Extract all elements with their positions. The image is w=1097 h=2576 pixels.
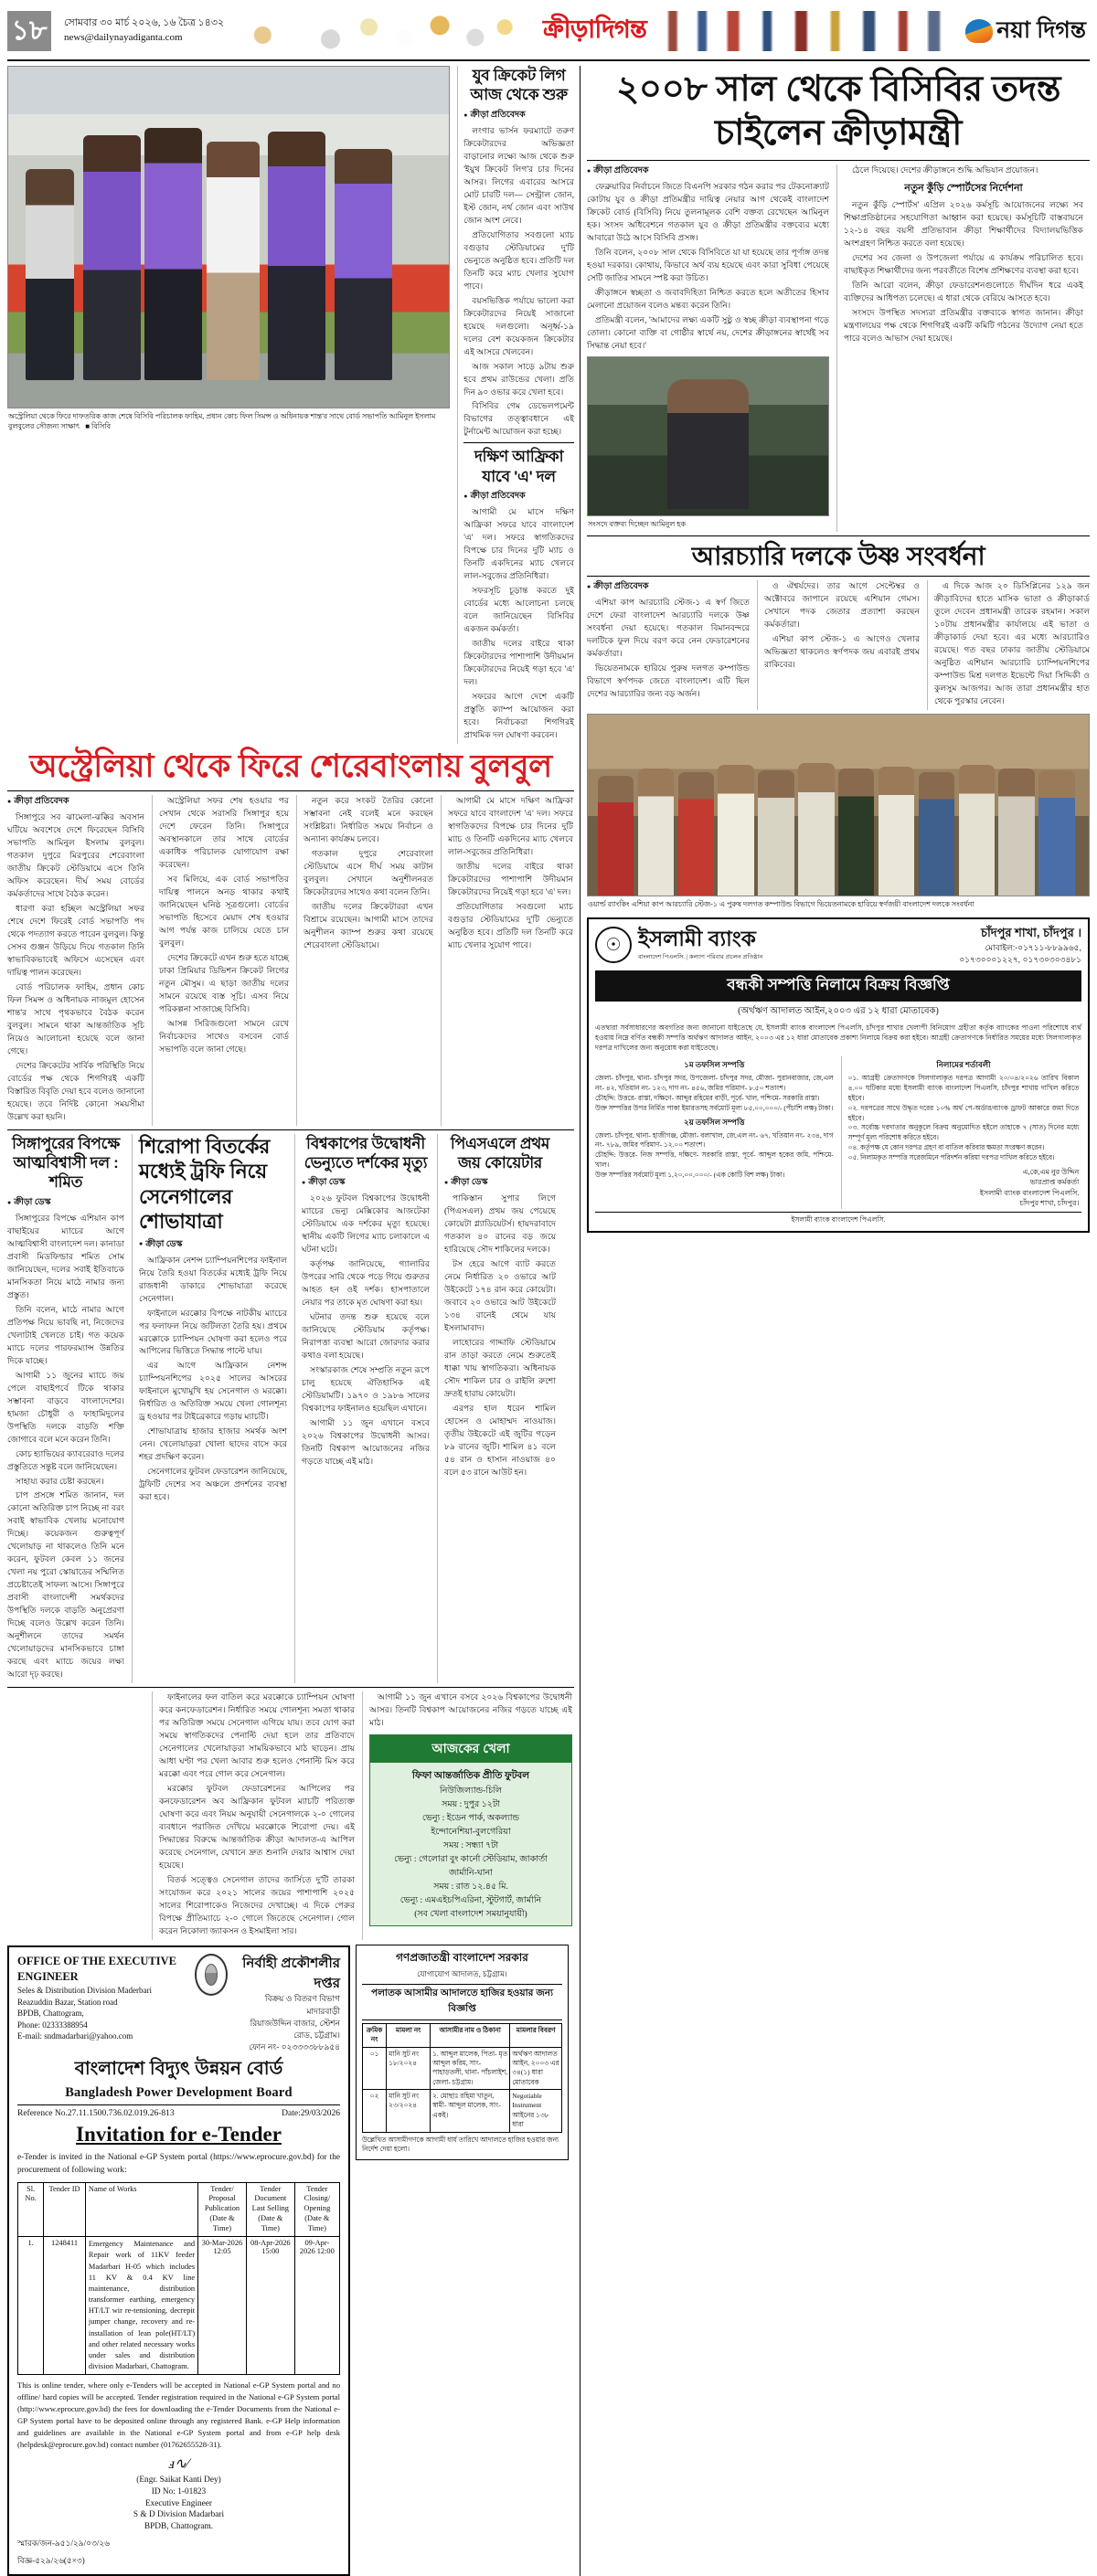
worldcup-story: বিশ্বকাপের উদ্বোধনী ভেন্যুতে দর্শকের মৃত্যু ● ক্রীড়া ডেস্ক ২০২৬ ফুটবল বিশ্বকাপের উদ্বোধনী ম্যাচের ভেন্যু মেক্সিকোর আজটেকা স্টেডিয়ামে এক দর্শকের মৃত্যু হয়েছে। স্থানীয় একটি লিগের ম্যাচ চলাকালে এ ঘটনা ঘটে। কর্তৃপক্ষ জানিয়েছে, গ্যালারির উপরের সারি থেকে পড়ে গিয়ে গুরুতর আহত হন ওই দর্শক। হাসপাতালে নেয়ার পর তাকে মৃত ঘোষণা করা হয়। ঘটনার তদন্ত শুরু হয়েছে বলে জানিয়েছে স্টেডিয়াম কর্তৃপক্ষ। নিরাপত্তা ব্যবস্থা আরো জোরদার করার কথাও বলা হয়েছে। সংস্কারকাজ শেষে সম্প্রতি নতুন রূপে চালু হয়েছে ঐতিহাসিক এই স্টেডিয়ামটি। ১৯৭০ ও ১৯৮৬ সালের বিশ্বকাপের ফাইনালও হয়েছিল এখানে। আগামী ১১ জুন এখানে বসবে ২০২৬ বিশ্বকাপের উদ্বোধনী আসর। তিনটি বিশ্বকাপ আয়োজনের নজির গড়তে যাচ্ছে এই মাঠ। xyxy=(294,1134,430,1684)
bulbul-byline: ● ক্রীড়া প্রতিবেদক xyxy=(7,795,144,809)
games-competition: ফিফা আন্তর্জাতিক প্রীতি ফুটবল xyxy=(411,1771,530,1782)
bank-branch-name: চাঁদপুর শাখা, চাঁদপুর । xyxy=(980,926,1081,940)
photo-figure xyxy=(83,135,141,381)
psl-story: পিএসএলে প্রথম জয় কোয়েটার ● ক্রীড়া ডেস্ক পাকিস্তান সুপার লিগে (পিএসএল) প্রথম জয় পেয়েছে কোয়েটা গ্ল্যাডিয়েটর্স। হায়দরাবাদে গতকাল ৪০ রানের বড় জয়ে হারিয়েছে সৌদ শাকিলের দলকে। টস হেরে আগে ব্যাট করতে নেমে নির্ধারিত ২০ ওভারে আট উইকেটে ১৭৪ রান করে কোয়েটা। জবাবে ২০ ওভারে আট উইকেটে ১৩৪ রানেই থেমে যায় ইসলামাবাদ। লাহোরের গাদ্দাফি স্টেডিয়ামে রান তাড়া করতে নেমে শুরুতেই ধাক্কা খায় স্বাগতিকরা। অধিনায়ক সৌদ শাকিল চার ও রাইলি রুশো দ্রুতই হারায় কোয়েটা। এরপর হাল ধরেন শামিল হোসেন ও মোহাম্মদ নাওয়াজ। তৃতীয় উইকেটে এই জুটির গড়েন ৮৯ রানের জুটি। শামিল ৪১ বলে ৫৪ রান ও হাসান নাওয়াজ ৪০ বলে ৫৩ রানে আউট হন। xyxy=(437,1134,556,1684)
singapore-headline: সিঙ্গাপুরের বিপক্ষে আত্মবিশ্বাসী দল : শমিত xyxy=(12,1134,120,1192)
paper-logo-icon xyxy=(965,19,993,43)
tender-footer-note: This is online tender, where only e-Tenders will be accepted in National e-GP System portal and no offline/ hard copies will be accepted. Tender registration required in the National e-GP System portal (http://www.eprocure.gov.bd) the fees for downloading the e-Tender Documents from the National e-GP System portal have to be deposited online through any registered Bank. e-GP Help information and guidelines are available in the National e-GP System portal and from e-GP help desk (helpdesk@eprocure.gov.bd) contact number (01762655528-31). xyxy=(17,2380,340,2449)
continuation-row xyxy=(7,1691,574,1940)
sa-tour-byline: ● ক্রীড়া প্রতিবেদক xyxy=(463,490,574,504)
tender-reference-row xyxy=(17,2104,340,2118)
photo-figure xyxy=(335,149,392,381)
photo-figure xyxy=(718,765,753,896)
tender-ad-header xyxy=(17,1954,340,2053)
masthead-dateblock xyxy=(60,16,224,46)
bulbul-story-body: ● ক্রীড়া প্রতিবেদক সিঙ্গাপুরে সব ঝামেলা-ঝক্কির অবসান ঘটিয়ে অবশেষে দেশে ফিরেছেন বিসিবি সভাপতি আমিনুল ইসলাম বুলবুল। গতকাল দুপুরে মিরপুরের শেরেবাংলা জাতীয় ক্রিকেট স্টেডিয়ামে এসে তিনি অফিস করেছেন। দীর্ঘ সময় বোর্ডের কর্মকর্তাদের সাথে বৈঠক করেন। ধারণা করা হচ্ছিল অস্ট্রেলিয়া সফর শেষে দেশে ফিরেই বোর্ড সভাপতি পদ থেকে পদত্যাগ করতে পারেন বুলবুল। কিন্তু সেসব গুঞ্জন উড়িয়ে দিয়ে গতকাল তিনি স্বাভাবিকভাবেই অফিসে এসেছেন এবং দায়িত্ব পালন করেছেন। বোর্ড পরিচালক ফাহিম, প্রধান কোচ ফিল সিমন্স ও অধিনায়ক নাজমুল হোসেন শান্ত'র সাথে পৃথকভাবে বৈঠক করেন বুলবুল। সামনে থাকা আন্তর্জাতিক সূচি নিয়েও আলোচনা হয়েছে বলে জানা গেছে। দেশের ক্রিকেটের সার্বিক পরিস্থিতি নিয়ে বোর্ডের পক্ষ থেকে শিগগিরই একটি বিস্তারিত বিবৃতি দেয়া হবে বলেও জানানো হয়েছে। তবে নির্দিষ্ট কোনো সময়সীমা উল্লেখ করা হয়নি। অস্ট্রেলিয়া সফর শেষ হওয়ার পর সেখান থেকে সরাসরি সিঙ্গাপুর হয়ে দেশে ফেরেন তিনি। সিঙ্গাপুরে অবস্থানকালে তার সাথে বোর্ডের একাধিক পরিচালক যোগাযোগ রক্ষা করেছেন। সব মিলিয়ে, এক বোর্ড সভাপতির দায়িত্ব পালনে অনড় থাকার কথাই জানিয়েছেন ঘনিষ্ঠ সূত্রগুলো। বোর্ডের সভাপতি হিসেবে মেয়াদ শেষ হওয়ার আগ পর্যন্ত কাজ চালিয়ে যেতে চান বুলবুল। দেশের ক্রিকেটে এখন শুরু হতে যাচ্ছে ঢাকা প্রিমিয়ার ডিভিশন ক্রিকেট লিগের নতুন মৌসুম। এ ছাড়া জাতীয় দলের সামনে রয়েছে ব্যস্ত সূচি। এসব নিয়ে পরিকল্পনা সাজাচ্ছে বিসিবি। আসন্ন সিরিজগুলো সামনে রেখে নির্বাচকদের সাথেও বসবেন বোর্ড সভাপতি বলে জানা গেছে। নতুন করে সংকট তৈরির কোনো সম্ভাবনা নেই বলেই মনে করছেন সংশ্লিষ্টরা। নির্ধারিত সময়ে নির্বাচন ও অন্যান্য কার্যক্রম চলবে। গতকাল দুপুরে শেরেবাংলা স্টেডিয়ামে এসে দীর্ঘ সময় কাটান বুলবুল। সেখানে অনুশীলনরত ক্রিকেটারদের সাথেও কথা বলেন তিনি। জাতীয় দলের ক্রিকেটাররা এখন বিশ্রামে রয়েছেন। আগামী মাসে তাদের অনুশীলন ক্যাম্প শুরুর কথা রয়েছে শেরেবাংলা স্টেডিয়ামে। আগামী মে মাসে দক্ষিণ আফ্রিকা সফরে যাবে বাংলাদেশ 'এ' দল। সফরে স্বাগতিকদের বিপক্ষে চার দিনের দুটি ম্যাচ ও তিনটি একদিনের ম্যাচ খেলবে লাল-সবুজের প্রতিনিধিরা। জাতীয় দলের বাইরে থাকা ক্রিকেটারদের পাশাপাশি উদীয়মান ক্রিকেটারদের নিয়েই গড়া হবে 'এ' দল। প্রতিযোগিতার সবগুলো ম্যাচ বগুড়ার স্টেডিয়ামের দু'টি ভেন্যুতে অনুষ্ঠিত হবে। প্রতিটি দল তিনটি করে ম্যাচ খেলার সুযোগ পাবে। xyxy=(7,795,574,1126)
right-column xyxy=(580,66,1090,2576)
islami-bank-logo-icon: ☉ xyxy=(595,927,632,963)
photo-figure xyxy=(26,169,74,380)
sa-extra: আগামী মে মাসে দক্ষিণ আফ্রিকা সফরে যাবে বাংলাদেশ 'এ' দল। সফরে স্বাগতিকদের বিপক্ষে চার দিনের দুটি ম্যাচ ও তিনটি একদিনের ম্যাচ খেলবে লাল-সবুজের প্রতিনিধিরা। জাতীয় দলের বাইরে থাকা ক্রিকেটারদের পাশাপাশি উদীয়মান ক্রিকেটারদের নিয়েই গড়া হবে 'এ' দল। প্রতিযোগিতার সবগুলো ম্যাচ বগুড়ার স্টেডিয়ামের দু'টি ভেন্যুতে অনুষ্ঠিত হবে। প্রতিটি দল তিনটি করে ম্যাচ খেলার সুযোগ পাবে। xyxy=(441,795,573,1126)
tender-table-header xyxy=(18,2182,340,2237)
four-story-row xyxy=(7,1134,574,1684)
todays-games-body: ফিফা আন্তর্জাতিক প্রীতি ফুটবল নিউজিল্যান্ড-চিলি সময় : দুপুর ১২টা ভেন্যু : ইডেন পার্ক, অকল্যান্ড ইন্দোনেশিয়া-বুলগেরিয়া সময় : সন্ধ্যা ৭টা ভেন্যু : গেলোরা বুং কার্নো স্টেডিয়াম, জাকার্তা জার্মানি-ঘানা সময় : রাত ১২.৪৫ মি. ভেন্যু : এমএইচপিএরিনা, স্টুটগার্ট, জার্মানি (সব খেলা বাংলাদেশ সময়ানুযায়ী) xyxy=(370,1763,571,1925)
tender-signature: ⅎ∿⁄ (Engr. Saikat Kanti Dey) ID No: 1-01823 Executive Engineer S & D Division Madarbari BPDB, Chattogram. xyxy=(17,2454,340,2533)
lead-photo-caption: অস্ট্রেলিয়া থেকে ফিরে দাফতরিক কাজ শেষে বিসিবি পরিচালক ফাহিম, প্রধান কোচ ফিল সিমন্স ও অধিনায়ক শান্ত'র সাথে বোর্ড সভাপতি আমিনুল ইসলাম বুলবুলের সৌজন্য সাক্ষাৎ ■ বিসিবি xyxy=(8,412,436,431)
gov-table-header xyxy=(363,2023,562,2047)
psl-byline: ● ক্রীড়া ডেস্ক xyxy=(444,1176,556,1190)
photo-figure xyxy=(678,772,714,896)
masthead xyxy=(7,5,1090,57)
todays-games-column: আগামী ১১ জুন এখানে বসবে ২০২৬ বিশ্বকাপের উদ্বোধনী আসর। তিনটি বিশ্বকাপ আয়োজনের নজির গড়তে যাচ্ছে এই মাঠ। আজকের খেলা ফিফা আন্তর্জাতিক প্রীতি ফুটবল নিউজিল্যান্ড-চিলি সময় : দুপুর ১২টা ভেন্যু : ইডেন পার্ক, অকল্যান্ড ইন্দোনেশিয়া-বুলগেরিয়া সময় : সন্ধ্যা ৭টা ভেন্যু : গেলোরা বুং কার্নো স্টেডিয়াম, জাকার্তা জার্মানি-ঘানা সময় : রাত ১২.৪৫ মি. ভেন্যু : এমএইচপিএরিনা, স্টুটগার্ট, জার্মানি (সব খেলা বাংলাদেশ সময়ানুযায়ী) xyxy=(362,1691,572,1940)
table-row xyxy=(18,2237,340,2375)
masthead-rule xyxy=(7,59,1090,61)
photo-credit: বিসিবি xyxy=(91,422,112,431)
minister-photo-caption: সংসদে বক্তব্য দিচ্ছেন আমিনুল হক xyxy=(588,519,687,528)
divider xyxy=(7,1129,574,1130)
bank-ad-header xyxy=(595,924,1081,967)
minister-subhead: নতুন কুঁড়ি স্পোর্টসের নির্দেশনা xyxy=(904,183,1023,195)
table-row: ০১ মানি সুট নং ১৮/২০২৪ ১. আব্দুল মালেক, পিতা- মৃত আব্দুল করিম, সাং- পাহাড়তলী, থানা- পাঁচলাইশ, জেলা- চট্টগ্রাম। অর্থঋণ আদালত আইন, ২০০৩ এর ৩৪(১) ধারা মোতাবেক xyxy=(363,2047,562,2089)
photo-figure xyxy=(144,128,202,380)
divider xyxy=(587,576,1090,577)
bank-advertisement xyxy=(587,917,1090,1233)
photo-figure xyxy=(598,776,634,896)
masthead-banner xyxy=(233,10,956,52)
section-logo: ক্রীড়াদিগন্ত xyxy=(543,15,647,43)
government-notice xyxy=(356,1945,569,2160)
th-gov-details: মামলার বিবরণ xyxy=(510,2023,562,2047)
photo-figure xyxy=(798,763,834,896)
bulbul-headline: অস্ট্রেলিয়া থেকে ফিরে শেরেবাংলায় বুলবুল xyxy=(29,747,552,784)
archery-byline: ● ক্রীড়া প্রতিবেদক xyxy=(587,580,750,594)
gov-notice-column xyxy=(356,1940,569,2160)
sa-tour-headline: দক্ষিণ আফ্রিকা যাবে 'এ' দল xyxy=(474,448,564,485)
page-body xyxy=(7,66,1090,2576)
cell-last-selling: 08-Apr-2026 15:00 xyxy=(246,2237,294,2375)
cell-closing: 09-Apr-2026 12:00 xyxy=(294,2237,339,2375)
tender-date: Date:29/03/2026 xyxy=(282,2108,340,2118)
youth-league-story xyxy=(457,66,574,744)
paper-logo-text: নয়া দিগন্ত xyxy=(996,16,1086,43)
organization-name-en: Bangladesh Power Development Board xyxy=(65,2084,293,2100)
office-title-en: OFFICE OF THE EXECUTIVE ENGINEER xyxy=(17,1954,176,1984)
senegal-continued: ফাইনালের ফল বাতিল করে মরক্কোকে চ্যাম্পিয়ন ঘোষণা করে কনফেডারেশন। নির্ধারিত সময়ে গোলশূন্য সমতা থাকার পর অতিরিক্ত সময়ে সেনেগাল এগিয়ে যায়। তবে যোগ করা সময়ে স্বাগতিকদের পেনাল্টি দেয়া হলে তার প্রতিবাদে সেনেগালের খেলোয়াড়রা সাময়িকভাবে মাঠ ছাড়েন। প্রায় আধা ঘণ্টা পর খেলা আবার শুরু হলেও পেনাল্টি মিস করে মরক্কো এবং পরে গোল করে সেনেগাল। মরক্কোর ফুটবল ফেডারেশনের আপিলের পর কনফেডারেশন অব আফ্রিকান ফুটবল ম্যাচটি পরিত্যক্ত ঘোষণা করে এবং নিয়ম অনুযায়ী সেনেগালকে ২-০ গোলের ব্যবধানে পরাজিত দেখিয়ে মরক্কোকে শিরোপা দেয়। এই সিদ্ধান্তের বিরুদ্ধে আন্তর্জাতিক ক্রীড়া আদালত-এ আপিল করেছে সেনেগাল, যেখানে দ্রুত শুনানি দেয়ার আশ্বাস দেয়া হয়েছে। বিতর্ক সত্ত্বেও সেনেগাল তাদের জার্সিতে দু'টি তারকা সংযোজন করে ২০২১ সালের জয়ের পাশাপাশি ২০২৫ সালের শিরোপাকেও নিজেদের দেখাচ্ছে। এ দিকে পেরুর বিপক্ষে প্রীতিম্যাচে ২-০ গোলে জিতেছে সেনেগাল। গোল করেন নিকোলা জ্যাকসন ও ইসমাইলা সার। xyxy=(152,1691,355,1940)
th-tender-id: Tender ID xyxy=(44,2182,86,2237)
tender-intro: e-Tender is invited in the National e-GP System portal (https://www.eprocure.gov.bd) for the procurement of following work: xyxy=(17,2152,340,2175)
signature-mark: ⅎ∿⁄ xyxy=(168,2455,189,2472)
photo-figure xyxy=(998,769,1034,896)
bank-signature: এ,কে,এম নুর উদ্দিন ভারপ্রাপ্ত কর্মকর্তা ইসলামী ব্যাংক বাংলাদেশ পিএলসি. চাঁদপুর শাখা, চাঁদপুর। xyxy=(979,1167,1080,1208)
ads-row xyxy=(7,1940,574,2576)
games-footnote: (সব খেলা বাংলাদেশ সময়ানুযায়ী) xyxy=(414,1909,527,1919)
th-publication: Tender/ Proposal Publication (Date & Time) xyxy=(198,2182,247,2237)
photo-figure xyxy=(919,772,954,896)
photo-figure xyxy=(1038,770,1074,896)
archery-headline: আরচ্যারি দলকে উষ্ণ সংবর্ধনা xyxy=(691,542,985,571)
gov-subtitle: যোগাযোগ আদালত, চট্টগ্রাম। xyxy=(417,1968,507,1978)
divider xyxy=(463,442,574,443)
youth-league-headline: যুব ক্রিকেট লিগ আজ থেকে শুরু xyxy=(470,67,568,104)
archery-photo-caption: ওয়ার্ল্ড র‌্যাংকিং এশিয়া কাপ আরচ্যারি স্টেজ-১ এ পুরুষ দলগত কম্পাউন্ড বিভাগে ভিয়েতনামকে হারিয়ে স্বর্ণজয়ী বাংলাদেশ দলকে সংবর্ধনা xyxy=(588,899,975,908)
divider xyxy=(7,1687,574,1688)
tender-reference-no: Reference No.27.11.1500.736.02.019.26-813 xyxy=(17,2108,175,2118)
photo-figure xyxy=(638,769,674,896)
bank-ad-columns xyxy=(595,1056,1081,1209)
divider xyxy=(7,790,574,791)
th-last-selling: Tender Document Last Selling (Date & Time) xyxy=(246,2182,294,2237)
th-gov-case: মামলা নং xyxy=(387,2023,431,2047)
contact-email: news@dailynayadiganta.com xyxy=(64,32,183,43)
minister-byline: ● ক্রীড়া প্রতিবেদক xyxy=(587,164,829,178)
publication-date: সোমবার ৩০ মার্চ ২০২৬, ১৬ চৈত্র ১৪৩২ xyxy=(64,17,225,29)
table-row: ০২ মানি সুট নং ২৩/২০২৪ ২. মোছাঃ রহিমা খাতুন, স্বামী- আব্দুল মালেক, সাং- একই। Negotiable Instrument আইনের ১৩৮ ধারা xyxy=(363,2090,562,2132)
organization-name-bn: বাংলাদেশ বিদ্যুৎ উন্নয়ন বোর্ড xyxy=(74,2058,283,2079)
paper-logo xyxy=(965,12,1090,51)
minister-story-body: ● ক্রীড়া প্রতিবেদক ফেব্রুয়ারির নির্বাচনে জিতে বিএনপি সরকার গঠন করার পর টেকনোক্র্যাট কোটায় যুব ও ক্রীড়া প্রতিমন্ত্রীর দায়িত্ব নেয়ার আগ থেকেই বাংলাদেশ ক্রিকেট বোর্ড (বিসিবি) নিয়ে তুলনামূলক বেশি বক্তব্য রেখেছেন আমিনুল হক। সংসদ অধিবেশনে গতকাল যুব ও ক্রীড়া প্রতিমন্ত্রীর বক্তব্যের মধ্যে আবারো উঠে আসে বিসিবি প্রসঙ্গ। তিনি বলেন, ২০০৮ সাল থেকে বিসিবিতে যা যা হয়েছে তার পূর্ণাঙ্গ তদন্ত হওয়া দরকার। কোথায়, কিভাবে অর্থ ব্যয় হয়েছে এবং কারা সুবিধা পেয়েছে সেটি জাতির সামনে স্পষ্ট করা উচিত। ক্রীড়াঙ্গনে স্বচ্ছতা ও জবাবদিহিতা নিশ্চিত করতে হলে অতীতের হিসাব মেলানো প্রয়োজন বলেও মন্তব্য করেন তিনি। প্রতিমন্ত্রী বলেন, 'আমাদের লক্ষ্য একটি সুষ্ঠু ও স্বচ্ছ ক্রীড়া ব্যবস্থাপনা গড়ে তোলা। কোনো ব্যক্তি বা গোষ্ঠীর স্বার্থে নয়, দেশের ক্রীড়াঙ্গনের স্বার্থেই সব সিদ্ধান্ত নেয়া হবে।' সংসদে বক্তব্য দিচ্ছেন আমিনুল হক ঠেলে দিয়েছে। দেশের ক্রীড়াঙ্গনে শুদ্ধি অভিযান প্রয়োজন। নতুন কুঁড়ি স্পোর্টসের নির্দেশনা নতুন কুঁড়ি স্পোর্টস' এপ্রিল ২০২৬ কর্মসূচি আয়োজনের লক্ষ্যে সব শিক্ষাপ্রতিষ্ঠানের সহযোগিতা আহ্বান করা হয়েছে। কর্মসূচিটি বাস্তবায়নে ১২-১৪ বছর বয়সী প্রতিভাবান ক্রীড়া শিক্ষার্থীদের বিদ্যালয়ভিত্তিক অংশগ্রহণ নিশ্চিত করতে বলা হয়েছে। দেশের সব জেলা ও উপজেলা পর্যায়ে এ কার্যক্রম পরিচালিত হবে। বাছাইকৃত শিক্ষার্থীদের জন্য পরবর্তীতে বিশেষ প্রশিক্ষণের ব্যবস্থা করা হবে। তিনি আরো বলেন, ক্রীড়া ফেডারেশনগুলোতে দীর্ঘদিন ধরে একই ব্যক্তিদের আধিপত্য চলেছে। এ ধারা থেকে বেরিয়ে আসতে হবে। সংসদে উপস্থিত সদস্যরা প্রতিমন্ত্রীর বক্তব্যকে স্বাগত জানান। ক্রীড়া মন্ত্রণালয়ের পক্ষ থেকে শিগগিরই একটি কমিটি গঠনের উদ্যোগ নেয়া হতে পারে বলেও আভাস দেয়া হয়েছে। xyxy=(587,164,1090,532)
singapore-continued xyxy=(7,1691,144,1940)
tender-ad-title: Invitation for e-Tender xyxy=(76,2122,282,2146)
senegal-story: শিরোপা বিতর্কের মধ্যেই ট্রফি নিয়ে সেনেগালের শোভাযাত্রা ● ক্রীড়া ডেস্ক আফ্রিকান নেশন্স চ্যাম্পিয়নশিপের ফাইনাল নিয়ে তৈরি হওয়া বিতর্কের মধ্যেই ট্রফি নিয়ে রাজধানী ডাকারে শোভাযাত্রা করেছে সেনেগাল। ফাইনালে মরক্কোর বিপক্ষে নাটকীয় ম্যাচের পর ফলাফল নিয়ে জটিলতা তৈরি হয়। প্রথমে মরক্কোকে চ্যাম্পিয়ন ঘোষণা করা হলেও পরে আপিলের ভিত্তিতে সিদ্ধান্ত পাল্টে যায়। এর আগে আফ্রিকান নেশন্স চ্যাম্পিয়নশিপের ২০২৫ সালের আসরের ফাইনালে মুখোমুখি হয় সেনেগাল ও মরক্কো। নির্ধারিত ও অতিরিক্ত সময়ে খেলা গোলশূন্য ড্র হওয়ার পর টাইব্রেকারে গড়ায় ম্যাচটি। শোভাযাত্রায় হাজার হাজার সমর্থক অংশ নেন। খেলোয়াড়রা খোলা ছাদের বাসে করে শহর প্রদক্ষিণ করেন। সেনেগালের ফুটবল ফেডারেশন জানিয়েছে, ট্রফিটি দেশের সব অঞ্চলে প্রদর্শনের ব্যবস্থা করা হবে। xyxy=(132,1134,287,1684)
left-column xyxy=(7,66,574,2576)
bank-ad-footer: ইসলামী ব্যাংক বাংলাদেশ পিএলসি. xyxy=(595,1212,1081,1226)
th-gov-sl: ক্রমিক নং xyxy=(363,2023,387,2047)
bank-conditions-col: নিলামের শর্তাবলী ০১. আগ্রহী ক্রেতাগণকে সিলগালাকৃত দরপত্র আগামী ২০/০৪/২০২৬ তারিখ বিকাল ৪.০০ ঘটিকার মধ্যে ইসলামী ব্যাংক বাংলাদেশ পিএলসি, চাঁদপুর শাখায় দাখিল করিতে হইবে। ০২. দরপত্রের সাথে উদ্ধৃত দরের ১০% অর্থ পে-অর্ডার/ব্যাংক ড্রাফট আকারে জমা দিতে হইবে। ০৩. সর্বোচ্চ দরদাতার অনুকূলে বিক্রয় অনুমোদিত হইলে তাহাকে ৭ (সাত) দিনের মধ্যে সম্পূর্ণ মূল্য পরিশোধ করিতে হইবে। ০৪. কর্তৃপক্ষ যে কোন দরপত্র গ্রহণ বা বাতিল করিবার ক্ষমতা সংরক্ষণ করেন। ০৫. নিলামকৃত সম্পত্তি সরেজমিনে পরিদর্শন করিয়া দরপত্র দাখিল করিতে হইবে। এ,কে,এম নুর উদ্দিন ভারপ্রাপ্ত কর্মকর্তা ইসলামী ব্যাংক বাংলাদেশ পিএলসি. চাঁদপুর শাখা, চাঁদপুর। xyxy=(841,1056,1080,1209)
athletes-collage-icon xyxy=(661,11,956,51)
cell-publication: 30-Mar-2026 12:05 xyxy=(198,2237,247,2375)
tender-table xyxy=(17,2182,340,2376)
office-bengali-block: নির্বাহী প্রকৌশলীর দপ্তর বিক্রয় ও বিতরণ বিভাগ মাদারবাড়ী রিয়াজউদ্দিন বাজার, স্টেশন রোড, চট্টগ্রাম। ফোন নং- ০২৩৩৩৩৮৮৯৫৪ xyxy=(233,1954,340,2053)
worldcup-byline: ● ক্রীড়া ডেস্ক xyxy=(302,1176,430,1190)
bank-branch-block xyxy=(959,924,1081,967)
gov-title: গণপ্রজাতন্ত্রী বাংলাদেশ সরকার xyxy=(396,1950,528,1964)
bank-ad-subtitle: (অর্থঋণ আদালত আইন,২০০৩ এর ১২ ধারা মোতাবেক) xyxy=(738,1005,939,1016)
photo-figure xyxy=(959,765,995,896)
gov-footnote: উল্লেখিত আসামীগণকে আগামী ধার্য তারিখে আদালতে হাজির হওয়ার জন্য নির্দেশ দেয়া হলো। xyxy=(362,2135,559,2154)
page-number: ১৮ xyxy=(7,11,51,51)
bank-mobile-2: ০১৭৩০০০১২২৭, ০১৭৩০৩০৩৪৮১ xyxy=(959,955,1081,965)
singapore-story: সিঙ্গাপুরের বিপক্ষে আত্মবিশ্বাসী দল : শমিত ● ক্রীড়া ডেস্ক সিঙ্গাপুরের বিপক্ষে এশিয়ান কাপ বাছাইয়ের ম্যাচের আগে আত্মবিশ্বাসী বাংলাদেশ দল। কানাডা প্রবাসী মিডফিল্ডার শমিত সোম জানিয়েছেন, দলের সবাই ইতিবাচক মানসিকতা নিয়ে মাঠে নামার জন্য প্রস্তুত। তিনি বলেন, মাঠে নামার আগে প্রতিপক্ষ নিয়ে ভাবছি না, নিজেদের খেলাটাই খেলতে চাই। গত কয়েক ম্যাচে দলের পারফরম্যান্স উন্নতির দিকে যাচ্ছে। আগামী ১১ জুনের ম্যাচে জয় পেলে বাছাইপর্বে টিকে থাকার সম্ভাবনা বাড়বে বাংলাদেশের। হামজা চৌধুরী ও ফাহামিদুলের উপস্থিতি দলকে বাড়তি শক্তি জোগাবে বলে মনে করেন তিনি। কোচ হ্যাভিয়ের ক্যাবরেরাও দলের প্রস্তুতিতে সন্তুষ্ট বলে জানিয়েছেন। সাহায্য করার চেষ্টা করছেন। চাপ প্রসঙ্গে শমিত জানান, দল কোনো অতিরিক্ত চাপ নিচ্ছে না বরং সবাই স্বাভাবিক খেলায় মনোযোগ দিচ্ছে। কয়েকজন গুরুত্বপূর্ণ খেলোয়াড় না থাকলেও তিনি মনে করেন, ফুটবল কেবল ১১ জনের খেলা নয় পুরো স্কোয়াডের সম্মিলিত প্রচেষ্টাতেই সাফল্য আসে। সিঙ্গাপুরে প্রবাসী বাংলাদেশী সমর্থকদের উপস্থিতি দলকে বাড়তি অনুপ্রেরণা দিচ্ছে বলেও উল্লেখ করেন তিনি। অনুশীলনে তাদের সমর্থন খেলোয়াড়দের মানসিকভাবে চাঙ্গা করছে এবং ম্যাচে জয়ের লক্ষ্য আরো দৃঢ় করছে। xyxy=(7,1134,124,1684)
office-title-bn: নির্বাহী প্রকৌশলীর দপ্তর xyxy=(242,1955,340,1991)
singapore-byline: ● ক্রীড়া ডেস্ক xyxy=(7,1196,124,1210)
sports-balls-icon xyxy=(233,11,528,51)
cell-sl: 1. xyxy=(18,2237,44,2375)
divider xyxy=(587,160,1090,161)
gov-notice-table xyxy=(362,2023,562,2133)
youth-league-byline: ● ক্রীড়া প্রতিবেদক xyxy=(463,109,574,122)
todays-games-box xyxy=(369,1734,572,1926)
bank-property-col-1: ১ম তফসিল সম্পত্তি জেলা- চাঁদপুর, থানা- চাঁদপুর সদর, উপজেলা- চাঁদপুর সদর, মৌজা- পুরানবাজার, জে,এল নং- ৪২, খতিয়ান নং- ১২৩, দাগ নং- ৪৫৬, জমির পরিমাণ- ৮.৫০ শতাংশ। চৌহদ্দি: উত্তরে- রাস্তা, দক্ষিণে- আব্দুর রহিমের বাড়ী, পূর্বে- খাল, পশ্চিমে- সরকারি রাস্তা। উক্ত সম্পত্তির উপর নির্মিত পাকা ইমারতসহ সর্বমোট মূল্য ৮৫,০০,০০০/- (পঁচাশি লক্ষ) টাকা। ২য় তফসিল সম্পত্তি জেলা- চাঁদপুর, থানা- হাজীগঞ্জ, মৌজা- বলাখাল, জে,এল নং- ৬৭, খতিয়ান নং- ২৩৪, দাগ নং- ৭৮৯, জমির পরিমাণ- ১২.০০ শতাংশ। চৌহদ্দি: উত্তরে- নিজ সম্পত্তি, দক্ষিণে- সরকারি রাস্তা, পূর্বে- আব্দুল হকের জমি, পশ্চিমে- খাল। উক্ত সম্পত্তির সর্বমোট মূল্য ১,২০,০০,০০০/- (এক কোটি বিশ লক্ষ) টাকা। xyxy=(595,1060,834,1179)
bpdb-seal-icon xyxy=(195,1954,228,1996)
property-2-head: ২য় তফসিল সম্পত্তি xyxy=(684,1117,745,1127)
photo-figure xyxy=(838,769,874,896)
minister-photo xyxy=(587,356,829,516)
archery-body: ● ক্রীড়া প্রতিবেদক এশিয়া কাপ আরচ্যারি স্টেজ-১ এ স্বর্ণ জিতে দেশে ফেরা বাংলাদেশ আরচ্যারি দলকে উষ্ণ সংবর্ধনা দেয়া হয়েছে। গতকাল বিমানবন্দরে দলটিকে ফুল দিয়ে বরণ করে নেন ফেডারেশনের কর্মকর্তারা। ভিয়েতনামকে হারিয়ে পুরুষ দলগত কম্পাউন্ড বিভাগে স্বর্ণপদক জেতে বাংলাদেশ। এটি ছিল দেশের আরচ্যারির জন্য বড় অর্জন। ও ঐশ্বর্যদের। তার আগে সেপ্টেম্বর ও অক্টোবরে জাপানে রয়েছে এশিয়ান গেমস। সেখানে পদক জেতার প্রত্যাশা করছেন কর্মকর্তারা। এশিয়া কাপ স্টেজ-১ এ আগেও খেলার অভিজ্ঞতা থাকলেও স্বর্ণপদক জয় এবারই প্রথম রাকিবের। এ দিকে আজ ২০ ডিসিপ্লিনের ১২৯ জন ক্রীড়াবিদের হাতে মাসিক ভাতা ও ক্রীড়াকার্ড তুলে দেবেন প্রধানমন্ত্রী তারেক রহমান। সকাল ১০টায় প্রধানমন্ত্রীর কার্যালয়ে এই ভাতা ও ক্রীড়াকার্ড দেয়া হবে। এর মধ্যে আরচ্যারিও রয়েছে। গত বছর ঢাকার জাতীয় স্টেডিয়ামে অনুষ্ঠিত এশিয়ান আরচ্যারি চ্যাম্পিয়নশিপের কম্পাউন্ড মিশ্র দলগত ইভেন্টে দিয়া সিদ্দিকী ও কুলসুম আজগর। আজ তারা প্রধানমন্ত্রীর হাত থেকে পুরস্কার নেবেন। xyxy=(587,580,1090,710)
bank-mobile-1: মোবাইল:-০১৭১১-৮৮৯৯৬৫, xyxy=(985,942,1081,952)
photo-figure xyxy=(268,132,325,380)
bank-name: ইসলামী ব্যাংক xyxy=(638,926,756,950)
senegal-headline: শিরোপা বিতর্কের মধ্যেই ট্রফি নিয়ে সেনেগালের শোভাযাত্রা xyxy=(139,1134,271,1234)
worldcup-headline: বিশ্বকাপের উদ্বোধনী ভেন্যুতে দর্শকের মৃত্যু xyxy=(304,1134,428,1171)
minister-headline: ২০০৮ সাল থেকে বিসিবির তদন্ত চাইলেন ক্রীড়ামন্ত্রী xyxy=(615,69,1061,153)
divider xyxy=(587,535,1090,536)
archery-team-photo xyxy=(587,714,1090,896)
photo-figure xyxy=(207,142,260,380)
bank-subtitle: বাংলাদেশ পিএলসি. | কল্যাণ পরিবার প্রচলন প্রতিষ্ঠান xyxy=(638,953,763,960)
youth-league-body: লংগার ভার্সন ফরম্যাটে তরুণ ক্রিকেটারদের অভিজ্ঞতা বাড়ানোর লক্ষ্যে আজ থেকে শুরু 'ইয়ুথ ক্রিকেট লিগ'র চার দিনের আসর। লিগের এবারের আসরে মোট চারটি দল— সেন্ট্রাল জোন, ইস্ট জোন, নর্থ জোন এবং সাউথ জোন অংশ নেবে। প্রতিযোগিতার সবগুলো ম্যাচ বগুড়ার স্টেডিয়ামের দু'টি ভেন্যুতে অনুষ্ঠিত হবে। প্রতিটি দল তিনটি করে ম্যাচ খেলার সুযোগ পাবে। বয়সভিত্তিক পর্যায়ে ভালো করা ক্রিকেটারদের নিয়েই সাজানো হয়েছে দলগুলো। অনূর্ধ্ব-১৯ দলের বেশ কয়েকজন ক্রিকেটার এই আসরে খেলবেন। আজ সকাল সাড়ে ৯টায় শুরু হবে প্রথম রাউন্ডের খেলা। প্রতি দিন ৯০ ওভার করে খেলা হবে। বিসিবির গেম ডেভেলপমেন্ট বিভাগের তত্ত্বাবধানে এই টুর্নামেন্ট আয়োজন করা হচ্ছে। xyxy=(463,125,574,437)
psl-headline: পিএসএলে প্রথম জয় কোয়েটার xyxy=(450,1134,550,1171)
photo-figure xyxy=(879,767,914,896)
conditions-head: নিলামের শর্তাবলী xyxy=(936,1060,991,1070)
th-closing: Tender Closing/ Opening (Date & Time) xyxy=(294,2182,339,2237)
tender-memo: স্মারক/জন-৯৫১/২৯/০৩/২৬ xyxy=(17,2538,111,2548)
bank-ad-intro: এতদ্বারা সর্বসাধারণের অবগতির জন্য জানানো যাইতেছে যে, ইসলামী ব্যাংক বাংলাদেশ পিএলসি, চাঁদপুর শাখার খেলাপী বিনিয়োগ গ্রহীতা কর্তৃক ব্যাংকের পাওনা পরিশোধে ব্যর্থ হওয়ায় নিম্নে বর্ণিত বন্ধকী সম্পত্তি অর্থঋণ আদালত আইন, ২০০৩ এর ১২ ধারা মোতাবেক প্রকাশ্য নিলামে বিক্রয় করা হইবে। আগ্রহী ক্রেতাগণকে নির্ধারিত সময়ের মধ্যে সিলগালাকৃত দরপত্র দাখিলের জন্য অনুরোধ করা যাইতেছে। xyxy=(595,1023,1081,1053)
todays-games-title: আজকের খেলা xyxy=(370,1735,571,1763)
tender-advertisement xyxy=(7,1945,350,2576)
senegal-byline: ● ক্রীড়া ডেস্ক xyxy=(139,1238,287,1252)
cell-tender-id: 1248411 xyxy=(44,2237,86,2375)
tender-bottom-ref: বিজ্ঞ-৫২৯/২৬(৫×৩) xyxy=(17,2555,85,2565)
photo-figure xyxy=(667,379,749,509)
property-1-head: ১ম তফসিল সম্পত্তি xyxy=(684,1060,745,1070)
lead-story-block xyxy=(7,66,450,744)
th-sl: Sl. No. xyxy=(18,2182,44,2237)
th-gov-name: আসামীর নাম ও ঠিকানা xyxy=(431,2023,510,2047)
office-english-block: OFFICE OF THE EXECUTIVE ENGINEER Seles & Distribution Division Maderbari Reazuddin Bazar, Station road BPDB, Chattogram, Phone: 02333388954 E-mail: sndmadarbari@yahoo.com xyxy=(17,1954,189,2042)
photo-figure xyxy=(758,770,793,896)
lead-photo xyxy=(7,66,450,408)
gov-heading: পলাতক আসামীর আদালতে হাজির হওয়ার জন্য বিজ্ঞপ্তি xyxy=(362,1984,562,2020)
sa-tour-body: আগামী মে মাসে দক্ষিণ আফ্রিকা সফরে যাবে বাংলাদেশ 'এ' দল। সফরে স্বাগতিকদের বিপক্ষে চার দিনের দুটি ম্যাচ ও তিনটি একদিনের ম্যাচ খেলবে লাল-সবুজের প্রতিনিধিরা। সফরসূচি চূড়ান্ত করতে দুই বোর্ডের মধ্যে আলোচনা চলছে বলে জানিয়েছেন বিসিবির একজন কর্মকর্তা। জাতীয় দলের বাইরে থাকা ক্রিকেটারদের পাশাপাশি উদীয়মান ক্রিকেটারদের নিয়েই গড়া হবে 'এ' দল। সফরের আগে দেশে একটি প্রস্তুতি ক্যাম্প আয়োজন করা হবে। নির্বাচকরা শিগগিরই প্রাথমিক দল ঘোষণা করবেন। xyxy=(463,507,574,739)
bank-ad-title: বন্ধকী সম্পত্তি নিলামে বিক্রয় বিজ্ঞপ্তি xyxy=(595,970,1081,1002)
th-name-of-works: Name of Works xyxy=(85,2182,197,2237)
cell-name-of-works: Emergency Maintenance and Repair work of 11KV feeder Madarbari H-05 which includes 11 KV & 0.4 KV line maintenance, distribution transformer earthing, emergency HT/LT wir re-tensioning, decrepit jumper change, recovery and re-installation of lean pole(HT/LT) and other related necessary works under sales and distribution division Madarbari, Chattogram. xyxy=(85,2237,197,2375)
